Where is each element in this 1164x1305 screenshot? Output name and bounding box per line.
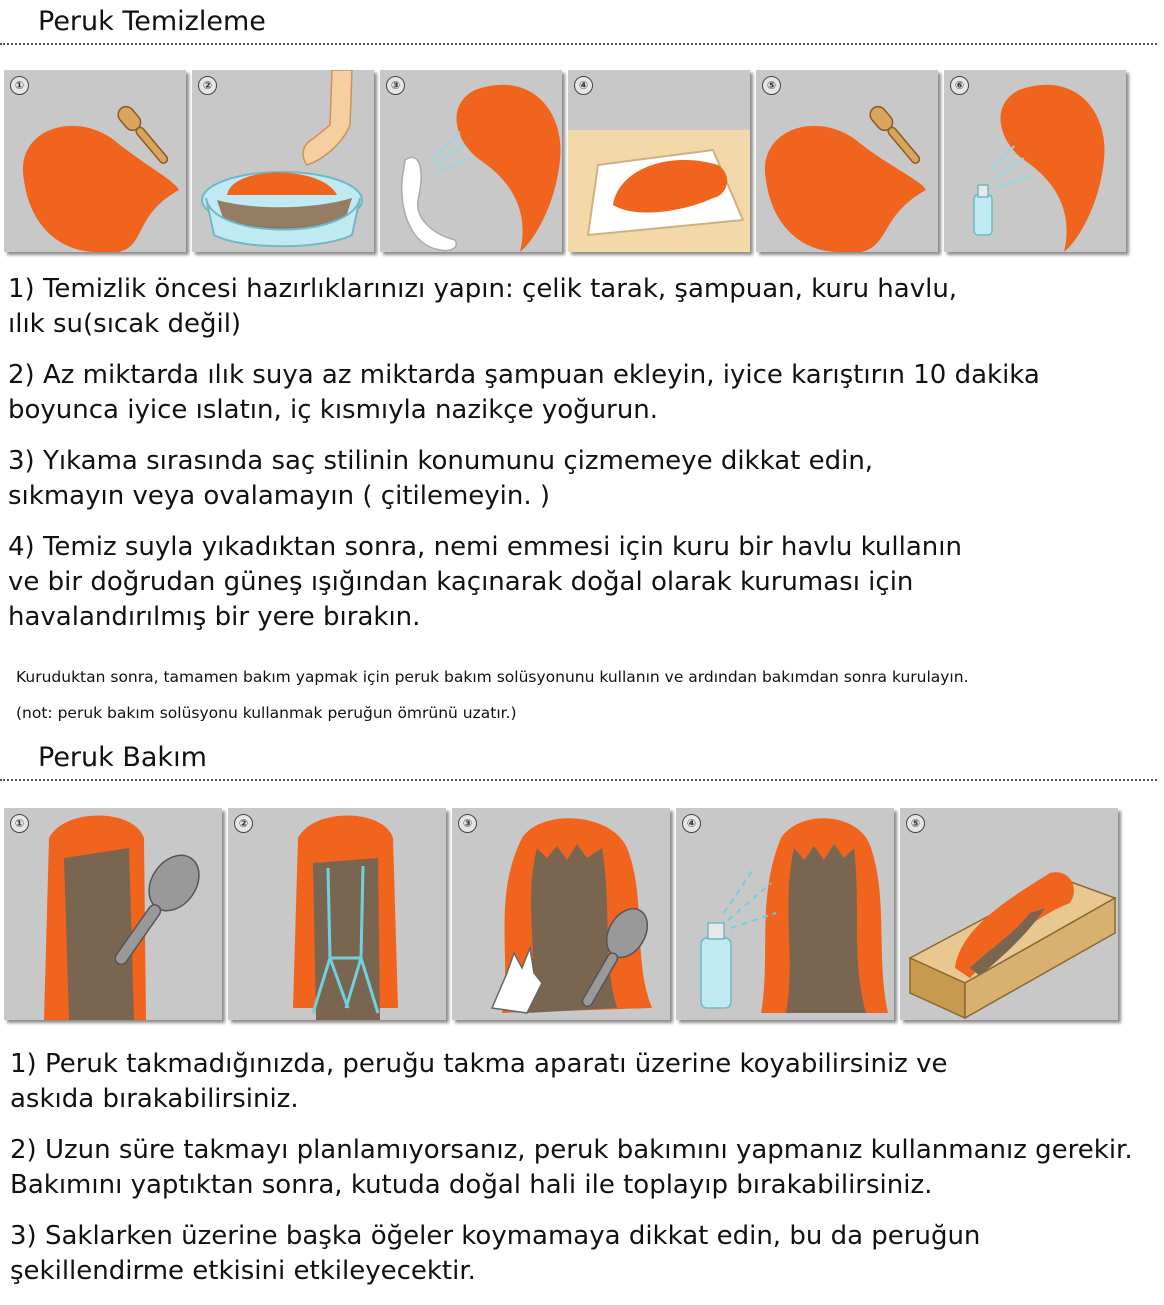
spray-and-wig-illustration xyxy=(944,70,1126,252)
cleaning-panel-3 xyxy=(380,70,562,252)
step-number: ③ xyxy=(386,76,405,95)
cleaning-divider xyxy=(0,43,1157,45)
care-step-3: 3) Saklarken üzerine başka öğeler koymamaya dikkat edin, bu da peruğun şekillendirme etkisini etkileyecektir. xyxy=(10,1221,981,1286)
care-panel-1 xyxy=(4,808,222,1020)
step-number: ① xyxy=(10,814,29,833)
cleaning-title: Peruk Temizleme xyxy=(38,6,266,37)
wig-in-box-illustration xyxy=(900,808,1118,1020)
care-illustrations xyxy=(4,808,1118,1020)
brushing-wig-illustration xyxy=(452,808,670,1020)
step-number: ⑤ xyxy=(906,814,925,833)
wig-and-comb-illustration xyxy=(756,70,938,252)
wig-on-stand-illustration xyxy=(228,808,446,1020)
step-number: ④ xyxy=(574,76,593,95)
care-title: Peruk Bakım xyxy=(38,742,207,773)
step-number: ⑥ xyxy=(950,76,969,95)
cleaning-panel-2 xyxy=(192,70,374,252)
cleaning-panel-6 xyxy=(944,70,1126,252)
care-panel-4 xyxy=(676,808,894,1020)
cleaning-step-4: 4) Temiz suyla yıkadıktan sonra, nemi emmesi için kuru bir havlu kullanın ve bir doğrudan güneş ışığından kaçınarak doğal olarak kuruması için havalandırılmış bir yere bırakın. xyxy=(8,532,962,632)
step-number: ⑤ xyxy=(762,76,781,95)
step-number: ④ xyxy=(682,814,701,833)
spraying-wig-illustration xyxy=(676,808,894,1020)
cleaning-panel-1 xyxy=(4,70,186,252)
cleaning-step-3: 3) Yıkama sırasında saç stilinin konumunu çizmemeye dikkat edin, sıkmayın veya ovalamayın ( çitilemeyin. ) xyxy=(8,446,874,511)
wash-basin-illustration xyxy=(192,70,374,252)
wig-on-towel-illustration xyxy=(568,70,750,252)
cleaning-step-1: 1) Temizlik öncesi hazırlıklarınızı yapın: çelik tarak, şampuan, kuru havlu, ılık su(sıcak değil) xyxy=(8,274,958,339)
wig-and-comb-illustration xyxy=(4,70,186,252)
cleaning-steps xyxy=(8,272,1148,651)
care-panel-3 xyxy=(452,808,670,1020)
care-step-2: 2) Uzun süre takmayı planlamıyorsanız, peruk bakımını yapmanız kullanmanız gerekir. Bakımını yaptıktan sonra, kutuda doğal hali ile toplayıp bırakabilirsiniz. xyxy=(10,1135,1133,1200)
cleaning-note-1: Kuruduktan sonra, tamamen bakım yapmak için peruk bakım solüsyonunu kullanın ve ardından bakımdan sonra kurulayın. xyxy=(16,668,969,686)
step-number: ② xyxy=(198,76,217,95)
cleaning-panel-5 xyxy=(756,70,938,252)
care-step-1: 1) Peruk takmadığınızda, peruğu takma aparatı üzerine koyabilirsiniz ve askıda bırakabilirsiniz. xyxy=(10,1049,948,1114)
cleaning-step-2: 2) Az miktarda ılık suya az miktarda şampuan ekleyin, iyice karıştırın 10 dakika boyunca iyice ıslatın, iç kısmıyla nazikçe yoğurun. xyxy=(8,360,1040,425)
cleaning-panel-4 xyxy=(568,70,750,252)
step-number: ③ xyxy=(458,814,477,833)
care-panel-2 xyxy=(228,808,446,1020)
care-steps xyxy=(10,1047,1150,1305)
step-number: ② xyxy=(234,814,253,833)
towel-and-wig-illustration xyxy=(380,70,562,252)
care-panel-5 xyxy=(900,808,1118,1020)
cleaning-illustrations xyxy=(4,70,1126,252)
care-divider xyxy=(0,779,1157,781)
cleaning-note-2: (not: peruk bakım solüsyonu kullanmak peruğun ömrünü uzatır.) xyxy=(16,704,517,722)
step-number: ① xyxy=(10,76,29,95)
wig-and-brush-illustration xyxy=(4,808,222,1020)
